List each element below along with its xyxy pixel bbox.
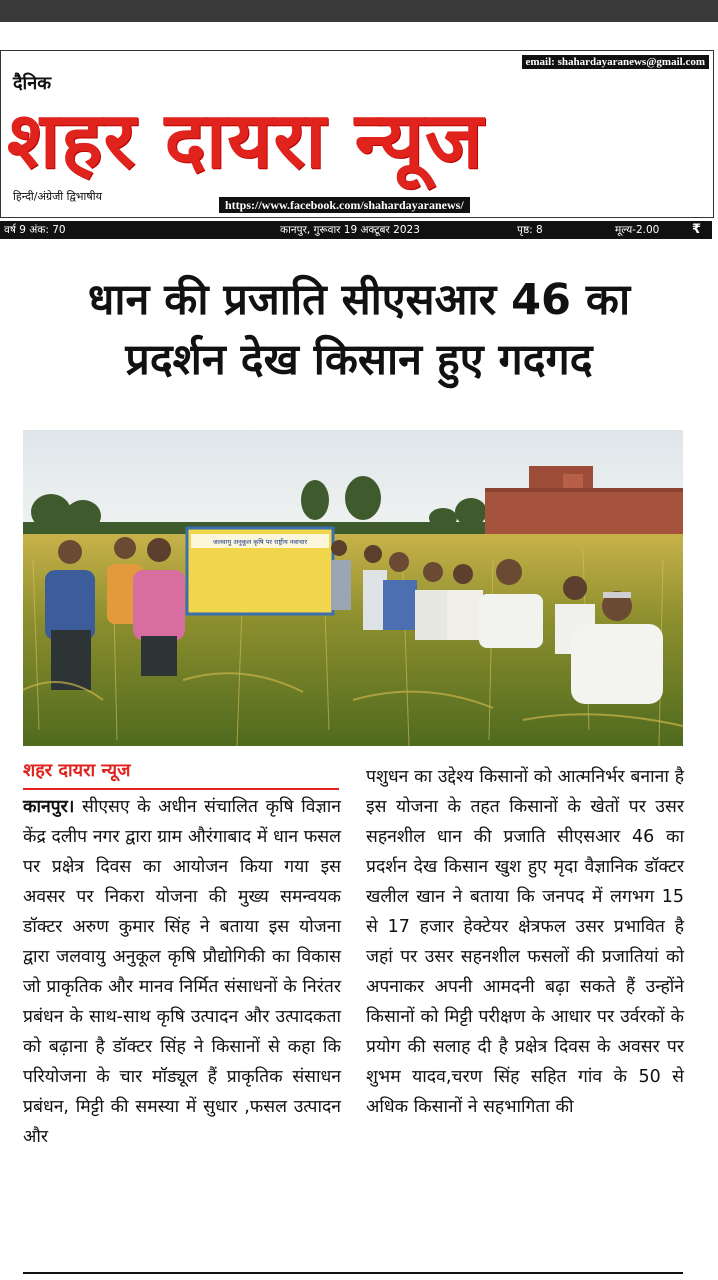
headline-line-2: प्रदर्शन देख किसान हुए गदगद	[125, 335, 593, 385]
volume-number: वर्ष 9 अंक: 70	[4, 224, 66, 236]
byline-block	[23, 760, 339, 790]
column-2-text: पशुधन का उद्देश्य किसानों को आत्मनिर्भर बनाना है इस योजना के तहत किसानों के खेतों पर उसर सहनशील धान की प्रजाति सीएसआर 46 का प्रदर्शन देख किसान खुश हुए मृदा वैज्ञानिक डॉक्टर खलील खान ने बताया कि जनपद में लगभग 15 से 17 हजार हेक्टेयर क्षेत्रफल उसर प्रभावित है जहां पर उसर सहनशील फसलों की प्रजातियां को अपनाकर अपनी आमदनी बढ़ा सकते हैं उन्होंने किसानों को मिट्टी परीक्षण के आधार पर उर्वरकों के प्रयोग की सलाह दी है प्रक्षेत्र दिवस के अवसर पर शुभम यादव,चरण सिंह सहित गांव के 50 से अधिक किसानों ने सहभागिता की	[366, 767, 684, 1117]
masthead	[0, 50, 714, 218]
facebook-url[interactable]: https://www.facebook.com/shahardayaranews/	[219, 197, 470, 213]
email-label: email: shahardayaranews@gmail.com	[522, 55, 710, 69]
rupee-icon: ₹	[692, 222, 702, 237]
banner-text: जलवायु अनुकूल कृषि पर राष्ट्रीय नवाचार	[212, 538, 308, 546]
article-photo	[23, 430, 683, 746]
daily-label: दैनिक	[13, 73, 52, 94]
article-headline	[0, 270, 718, 390]
price: मूल्य-2.00	[615, 224, 660, 236]
issue-info-bar	[0, 221, 712, 239]
dateline: कानपुर।	[23, 797, 75, 817]
bilingual-label: हिन्दी/अंग्रेजी द्विभाषीय	[13, 190, 102, 203]
byline-rule	[23, 788, 339, 790]
newspaper-title: शहर दायरा न्यूज	[7, 96, 484, 186]
place-date: कानपुर, गुरूवार 19 अक्टूबर 2023	[280, 224, 420, 236]
status-bar	[0, 0, 718, 22]
headline-line-1: धान की प्रजाति सीएसआर 46 का	[87, 275, 631, 325]
page-count: पृष्ठ: 8	[517, 224, 543, 236]
byline: शहर दायरा न्यूज	[23, 760, 131, 781]
article-column-1	[23, 792, 341, 1152]
article-column-2	[366, 762, 684, 1122]
bottom-divider	[23, 1272, 683, 1274]
column-1-text: सीएसए के अधीन संचालित कृषि विज्ञान केंद्र दलीप नगर द्वारा ग्राम औरंगाबाद में धान फसल पर प्रक्षेत्र दिवस का आयोजन किया गया इस अवसर पर निकरा योजना की मुख्य समन्वयक डॉक्टर अरुण कुमार सिंह ने बताया इस योजना द्वारा जलवायु अनुकूल कृषि प्रौद्योगिकी का विकास जो प्राकृतिक और मानव निर्मित संसाधनों के निरंतर प्रबंधन के साथ-साथ कृषि उत्पादन और उत्पादकता को बढ़ाना है डॉक्टर सिंह ने किसानों से कहा कि परियोजना के चार मॉड्यूल हैं प्राकृतिक संसाधन प्रबंधन, मिट्टी की समस्या में सुधार ,फसल उत्पादन और	[23, 797, 341, 1147]
